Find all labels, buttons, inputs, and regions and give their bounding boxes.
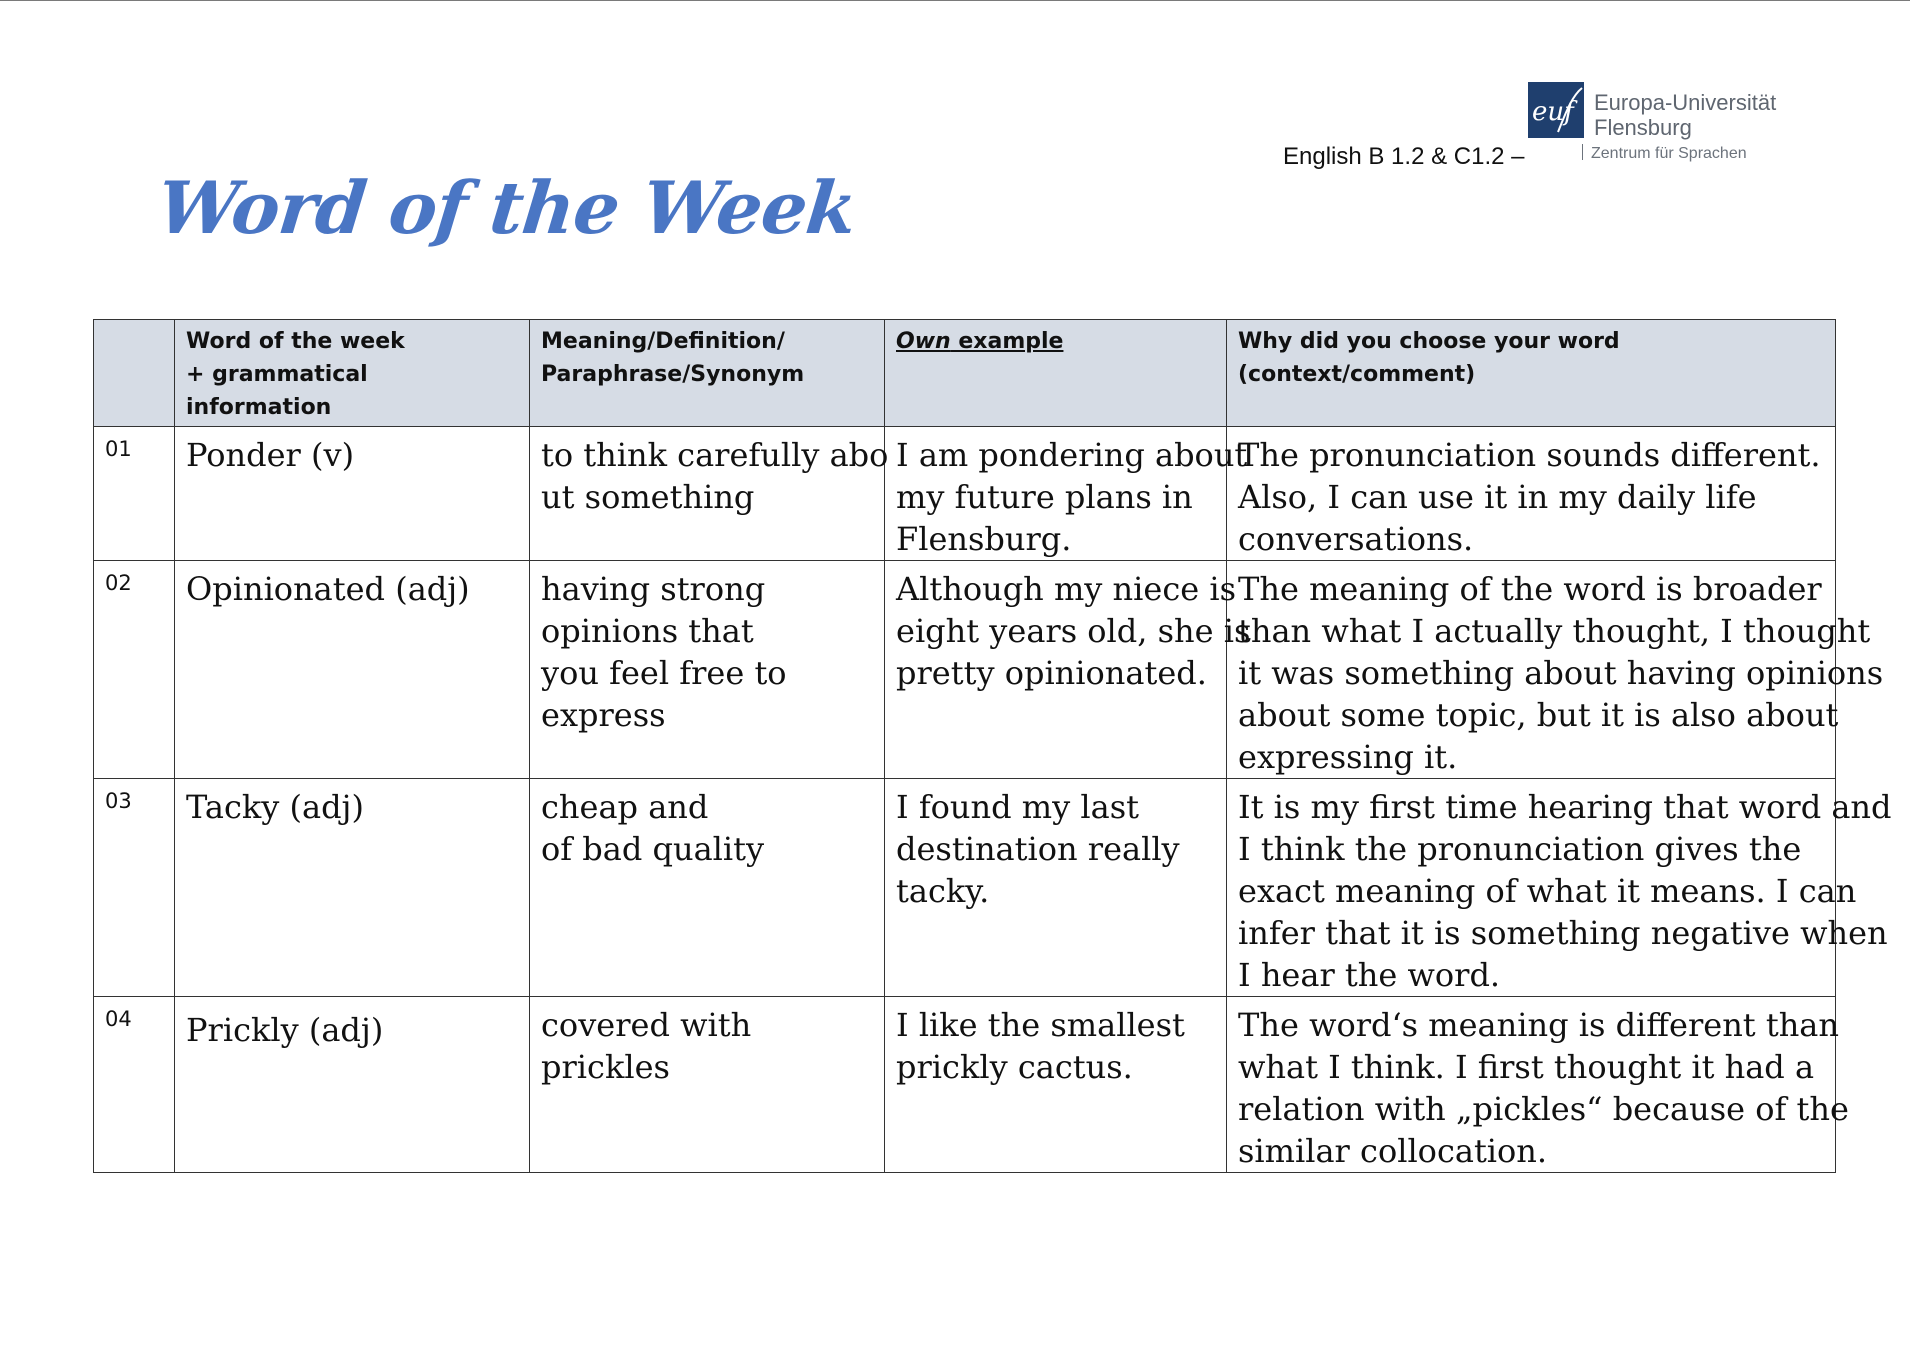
row-number: 04: [94, 997, 175, 1173]
header-meaning: Meaning/Definition/ Paraphrase/Synonym: [530, 320, 885, 427]
subline-divider: [1582, 144, 1583, 160]
logo-mark-text: euf: [1532, 97, 1574, 127]
row-number: 03: [94, 779, 175, 997]
word-cell: Prickly (adj): [175, 997, 530, 1173]
university-name-line2: Flensburg: [1594, 115, 1692, 140]
word-of-the-week-table: [93, 319, 1892, 1173]
page-title: [153, 165, 860, 292]
header-word: Word of the week + grammatical information: [175, 320, 530, 427]
meaning-cell: covered with prickles: [530, 997, 885, 1173]
why-cell: The word‘s meaning is different than what I think. I first thought it had a relation with „pickles“ because of the similar collocation.: [1227, 997, 1836, 1173]
university-subline: [1582, 144, 1747, 163]
top-border-line: [0, 0, 1910, 1]
table-row: [94, 561, 1836, 779]
why-cell: The meaning of the word is broader than what I actually thought, I thought it was something about having opinions about some topic, but it is also about expressing it.: [1227, 561, 1836, 779]
course-label: English B 1.2 & C1.2 –: [1283, 143, 1525, 170]
row-number: 02: [94, 561, 175, 779]
university-name: [1594, 90, 1776, 140]
table-row: [94, 427, 1836, 561]
meaning-cell: to think carefully abo ut something: [530, 427, 885, 561]
example-cell: I found my last destination really tacky.: [885, 779, 1227, 997]
why-cell: The pronunciation sounds different. Also, I can use it in my daily life conversations.: [1227, 427, 1836, 561]
header-own-example: Own example: [885, 320, 1227, 427]
example-cell: Although my niece is eight years old, she is pretty opinionated.: [885, 561, 1227, 779]
word-cell: Ponder (v): [175, 427, 530, 561]
example-cell: I am pondering about my future plans in Flensburg.: [885, 427, 1227, 561]
row-number: 01: [94, 427, 175, 561]
university-name-line1: Europa-Universität: [1594, 90, 1777, 115]
word-cell: Opinionated (adj): [175, 561, 530, 779]
header-why: Why did you choose your word (context/comment): [1227, 320, 1836, 427]
euf-logo-icon: [1528, 82, 1584, 138]
page-title-text: Word of the Week: [153, 165, 860, 250]
header-number: [94, 320, 175, 427]
university-logo: [1528, 82, 1808, 172]
example-cell: I like the smallest prickly cactus.: [885, 997, 1227, 1173]
word-cell: Tacky (adj): [175, 779, 530, 997]
table-header-row: [94, 320, 1836, 427]
subline-text: Zentrum für Sprachen: [1591, 145, 1747, 162]
table-row: [94, 997, 1836, 1173]
meaning-cell: having strong opinions that you feel free to express: [530, 561, 885, 779]
why-cell: It is my first time hearing that word and I think the pronunciation gives the exact meaning of what it means. I can infer that it is something negative when I hear the word.: [1227, 779, 1836, 997]
table-row: [94, 779, 1836, 997]
meaning-cell: cheap and of bad quality: [530, 779, 885, 997]
